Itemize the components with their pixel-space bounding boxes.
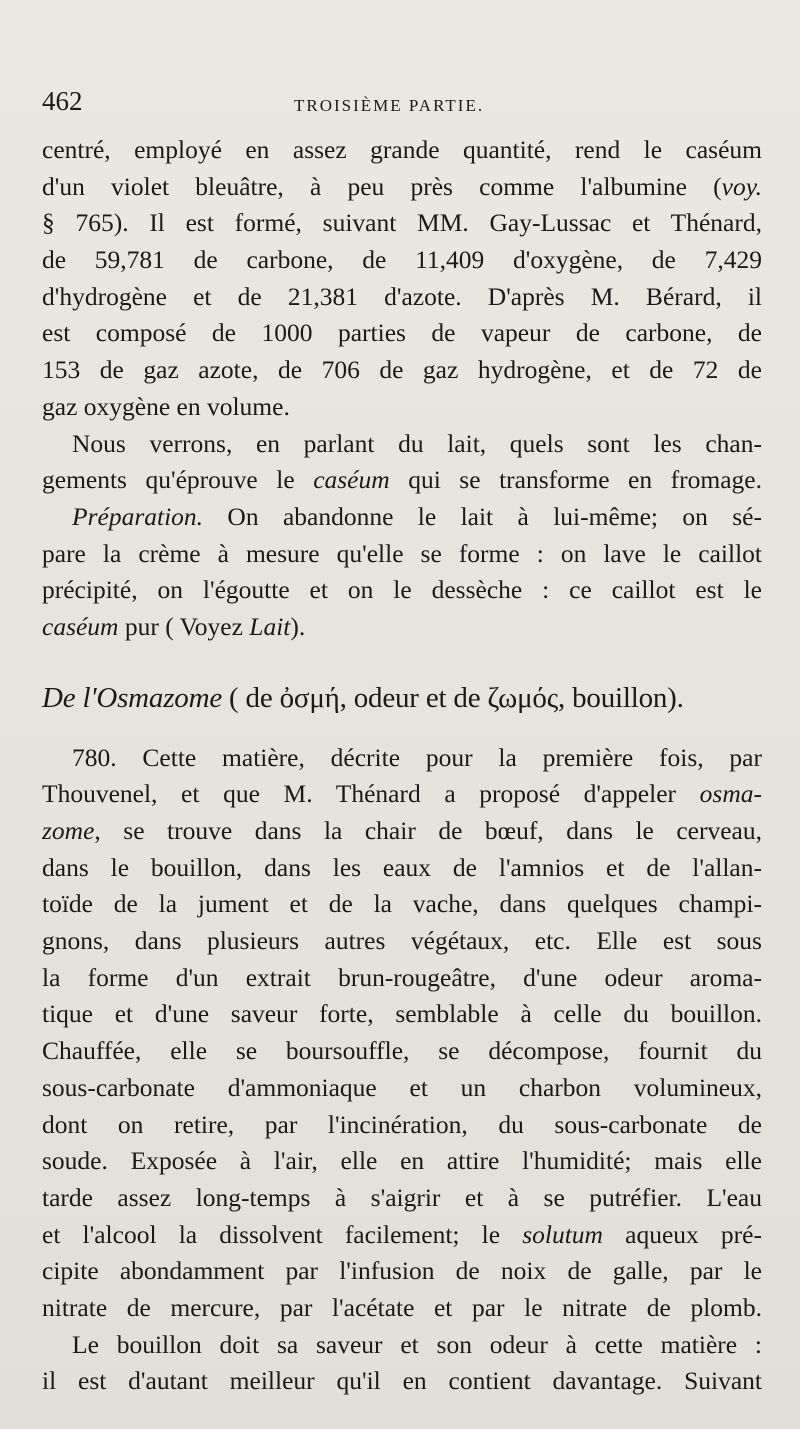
text-line: pare la crème à mesure qu'elle se forme : on lave le caillot bbox=[42, 538, 762, 568]
text-line: toïde de la jument et de la vache, dans quelques champi- bbox=[42, 889, 762, 919]
text-line: Thouvenel, et que M. Thénard a proposé d'appeler osma- bbox=[42, 779, 762, 809]
text-line: et l'alcool la dissolvent facilement; le solutum aqueux pré- bbox=[42, 1219, 762, 1249]
preparation-label: Préparation. bbox=[72, 501, 204, 531]
text-line: de 59,781 de carbone, de 11,409 d'oxygène, de 7,429 bbox=[42, 245, 762, 275]
text-line: tique et d'une saveur forte, semblable à celle du bouillon. bbox=[42, 999, 762, 1029]
page-header bbox=[42, 86, 762, 122]
text-line: la forme d'un extrait brun-rougeâtre, d'une odeur aroma- bbox=[42, 962, 762, 992]
paragraph-caseum-composition bbox=[42, 132, 762, 426]
text-line: dont on retire, par l'incinération, du sous-carbonate de bbox=[42, 1109, 762, 1139]
text-line: Nous verrons, en parlant du lait, quels sont les chan- bbox=[72, 428, 762, 458]
text-line: tarde assez long-temps à s'aigrir et à se putréfier. L'eau bbox=[42, 1182, 762, 1212]
text-line: Le bouillon doit sa saveur et son odeur à cette matière : bbox=[72, 1329, 762, 1359]
text-line: gements qu'éprouve le caséum qui se transforme en fromage. bbox=[42, 465, 762, 495]
greek-word: ὀσμή bbox=[279, 681, 340, 714]
voy-abbreviation: voy. bbox=[721, 171, 762, 201]
text-line: centré, employé en assez grande quantité, rend le caséum bbox=[42, 135, 762, 164]
section-title-osmazome: De l'Osmazome ( de ὀσμή, odeur et de ζωμός, bouillon). bbox=[42, 681, 684, 714]
running-head: TROISIÈME PARTIE. bbox=[294, 96, 485, 115]
paragraph-780-osmazome bbox=[42, 740, 762, 1327]
text-line: 153 de gaz azote, de 706 de gaz hydrogène, et de 72 de bbox=[42, 355, 762, 385]
text-line: d'hydrogène et de 21,381 d'azote. D'après M. Bérard, il bbox=[42, 281, 762, 311]
text-line: Préparation. On abandonne le lait à lui-même; on sé- bbox=[72, 501, 762, 531]
text-line: cipite abondamment par l'infusion de noix de galle, par le bbox=[42, 1256, 762, 1286]
text-line: Chauffée, elle se boursouffle, se décompose, fournit du bbox=[42, 1036, 762, 1066]
text-line: est composé de 1000 parties de vapeur de carbone, de bbox=[42, 318, 762, 348]
paragraph-cheese-transformation bbox=[42, 426, 762, 499]
text-line: précipité, on l'égoutte et on le dessèche : ce caillot est le bbox=[42, 575, 762, 605]
text-line: dans le bouillon, dans les eaux de l'amnios et de l'allan- bbox=[42, 852, 762, 882]
page-number: 462 bbox=[42, 86, 83, 116]
paragraph-preparation bbox=[42, 499, 762, 646]
paragraph-bouillon bbox=[42, 1327, 762, 1400]
text-line: nitrate de mercure, par l'acétate et par le nitrate de plomb. bbox=[42, 1292, 762, 1322]
text-line: § 765). Il est formé, suivant MM. Gay-Lussac et Thénard, bbox=[42, 208, 762, 238]
text-line: gnons, dans plusieurs autres végétaux, etc. Elle est sous bbox=[42, 926, 762, 956]
greek-word: ζωμός bbox=[487, 681, 559, 714]
text-line: gaz oxygène en volume. bbox=[42, 391, 290, 421]
page-body bbox=[42, 132, 762, 1400]
text-line: caséum pur ( Voyez Lait). bbox=[42, 611, 306, 641]
text-line: d'un violet bleuâtre, à peu près comme l'albumine (voy. bbox=[42, 171, 762, 201]
text-line: soude. Exposée à l'air, elle en attire l'humidité; mais elle bbox=[42, 1146, 762, 1176]
text-line: 780. Cette matière, décrite pour la première fois, par bbox=[72, 742, 762, 772]
text-line: sous-carbonate d'ammoniaque et un charbon volumineux, bbox=[42, 1072, 762, 1102]
text-line: il est d'autant meilleur qu'il en contient davantage. Suivant bbox=[42, 1366, 762, 1396]
text-line: zome, se trouve dans la chair de bœuf, dans le cerveau, bbox=[42, 816, 762, 845]
